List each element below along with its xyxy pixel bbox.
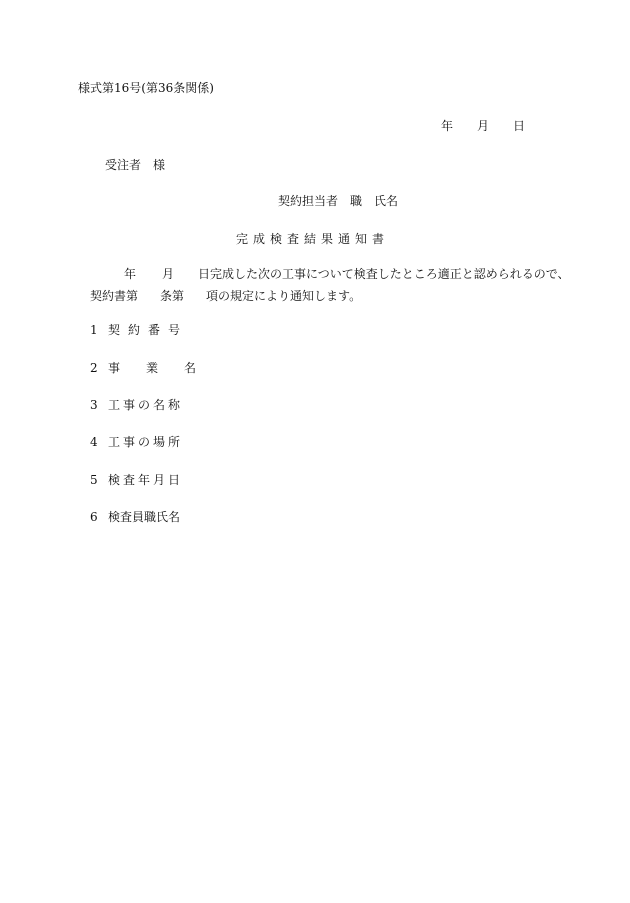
body-clause: 条第 [160, 289, 185, 303]
list-item [90, 472, 183, 488]
list-item [90, 360, 222, 376]
item-number: 2 [90, 361, 98, 375]
body-line-2 [90, 288, 361, 304]
item-label: 工事の場所 [108, 435, 184, 449]
date-line [441, 118, 525, 134]
item-number: 1 [90, 323, 98, 337]
recipient-name: 受注者 [105, 158, 142, 172]
date-month-label: 月 [477, 119, 490, 133]
body-text-2: 項の規定により通知します。 [206, 289, 362, 303]
body-text-1: 日完成した次の工事について検査したところ適正と認められるので、 [198, 267, 570, 281]
item-label: 検査員職氏名 [108, 510, 181, 524]
item-number: 6 [90, 510, 98, 524]
item-label: 工事の名称 [108, 398, 184, 412]
body-year: 年 [124, 267, 137, 281]
sender-line [278, 193, 398, 209]
document-title: 完成検査結果通知書 [236, 232, 390, 246]
item-number: 3 [90, 398, 98, 412]
body-contract-article: 契約書第 [90, 289, 139, 303]
sender-name-label: 職 氏名 [350, 194, 399, 208]
date-day-label: 日 [513, 119, 526, 133]
body-month: 月 [162, 267, 175, 281]
list-item [90, 397, 183, 413]
item-label: 検査年月日 [108, 473, 184, 487]
form-number-label: 様式第16号(第36条関係) [78, 81, 214, 95]
list-item [90, 509, 180, 525]
date-year-label: 年 [441, 119, 454, 133]
recipient-line [105, 157, 165, 173]
item-label: 契約番号 [108, 323, 189, 337]
recipient-honorific: 様 [153, 158, 166, 172]
sender-title: 契約担当者 [278, 194, 339, 208]
item-number: 5 [90, 473, 98, 487]
item-number: 4 [90, 435, 98, 449]
item-label: 事業名 [108, 361, 223, 375]
body-line-1 [124, 266, 570, 282]
list-item [90, 322, 188, 338]
list-item [90, 434, 183, 450]
